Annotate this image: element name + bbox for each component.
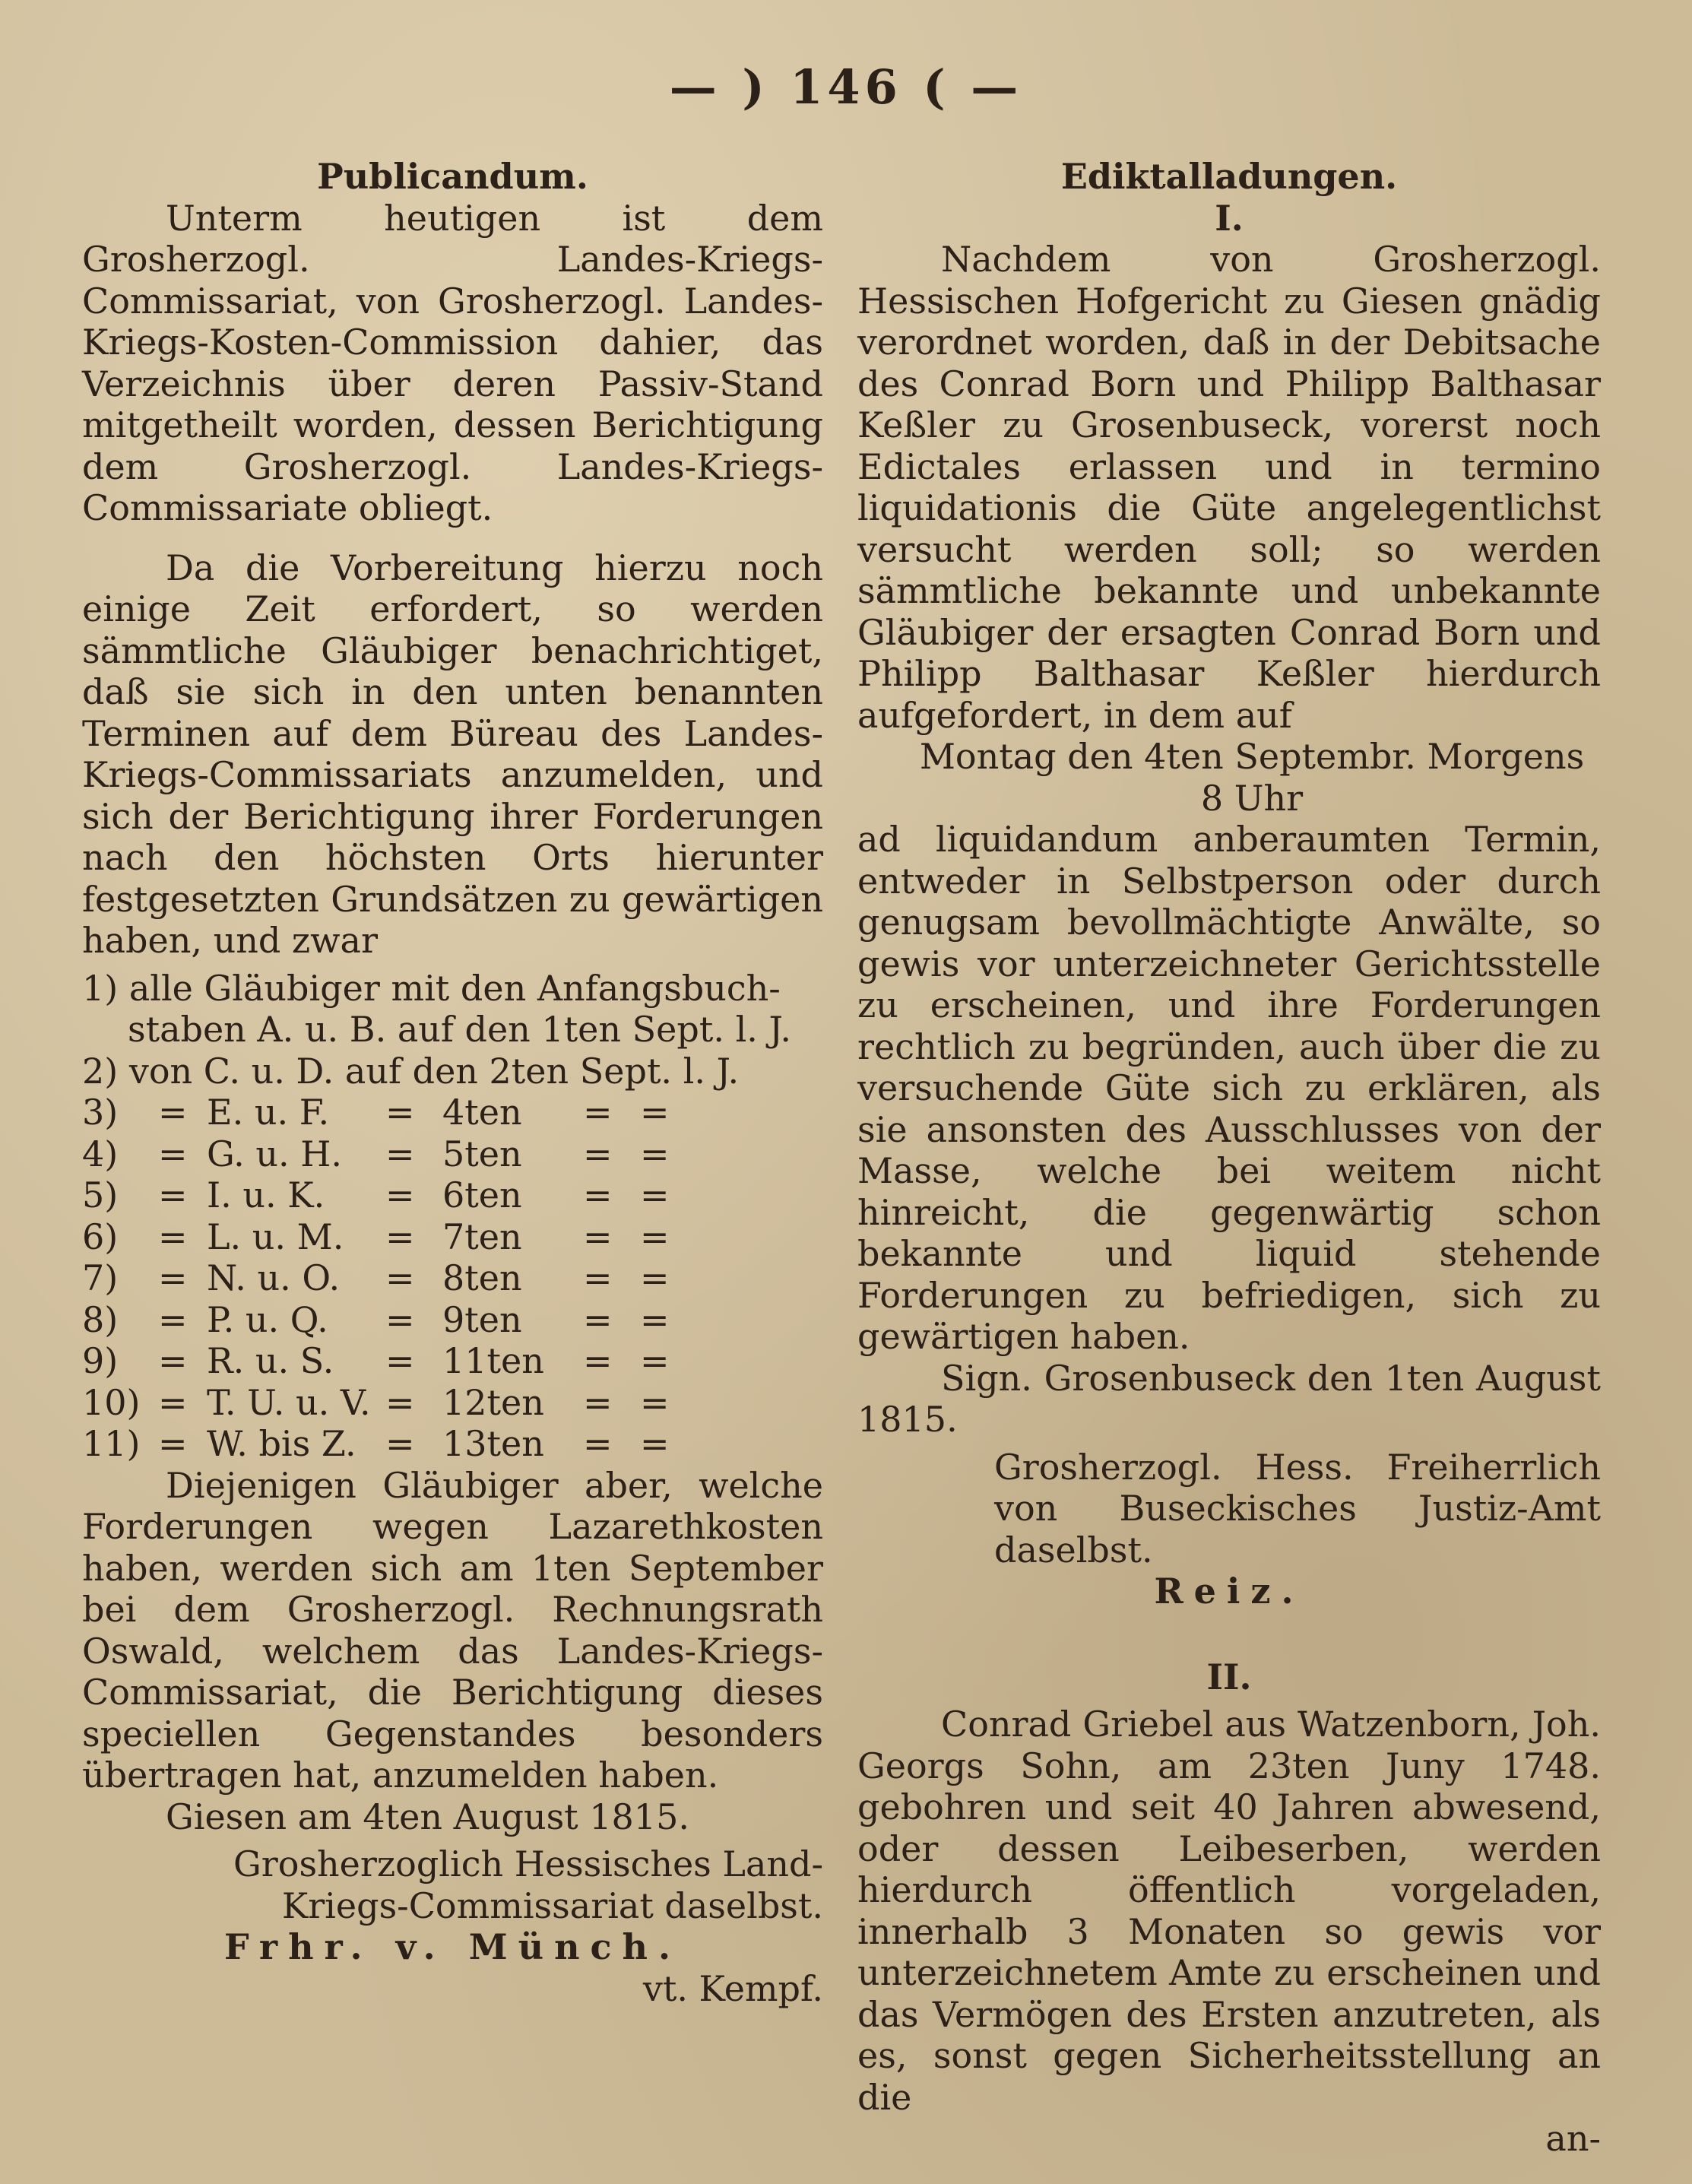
section-1-signature: Reiz. <box>1154 1571 1304 1612</box>
schedule-number: 9) <box>82 1340 119 1381</box>
ditto-mark: = <box>583 1216 613 1257</box>
ditto-mark: = <box>385 1340 415 1381</box>
ditto-mark: = <box>158 1257 188 1298</box>
ditto-mark: = <box>158 1216 188 1257</box>
schedule-row <box>82 1423 823 1465</box>
schedule-date: 8ten <box>442 1257 522 1298</box>
publicandum-paragraph-3: Diejenigen Gläubiger aber, welche Forderungen wegen Lazarethkosten haben, werden sich am 1ten September bei dem Grosherzogl. Rechnungsrath Oswald, welchem das Landes-Kriegs-Commissariat, die Berichtigung dieses speciellen Gegenstandes besonders übertragen hat, anzumelden haben. <box>82 1464 823 1796</box>
ditto-mark: = <box>385 1423 415 1464</box>
schedule-letters: W. bis Z. <box>207 1423 356 1464</box>
schedule-item-1-line-1: 1) alle Gläubiger mit den Anfangsbuch- <box>82 967 781 1009</box>
schedule-letters: L. u. M. <box>207 1216 344 1257</box>
section-1-date: Montag den 4ten Septembr. Morgens 8 Uhr <box>919 736 1585 819</box>
ditto-mark: = <box>385 1298 415 1340</box>
ditto-mark: = <box>583 1174 613 1216</box>
section-1-numeral: I. <box>1215 197 1244 239</box>
ditto-mark: = <box>385 1381 415 1423</box>
schedule-number: 8) <box>82 1298 119 1340</box>
ditto-mark: = <box>385 1174 415 1216</box>
ditto-mark: = <box>583 1340 613 1381</box>
countersignature: vt. Kempf. <box>642 1967 823 2009</box>
schedule-date: 5ten <box>442 1133 522 1174</box>
ditto-mark: = <box>640 1133 670 1174</box>
ditto-mark: = <box>158 1381 188 1423</box>
ditto-mark: = <box>583 1423 613 1464</box>
ditto-mark: = <box>640 1340 670 1381</box>
ditto-mark: = <box>158 1092 188 1133</box>
schedule-date: 11ten <box>442 1340 544 1381</box>
ditto-mark: = <box>583 1381 613 1423</box>
ditto-mark: = <box>640 1381 670 1423</box>
ditto-mark: = <box>640 1298 670 1340</box>
section-1-authority: Grosherzogl. Hess. Freiherrlich von Buseckisches Justiz-Amt daselbst. <box>994 1446 1601 1571</box>
schedule-row <box>82 1216 823 1258</box>
schedule-row <box>82 1257 823 1299</box>
schedule-row <box>82 1174 823 1216</box>
ediktalladungen-heading: Ediktalladungen. <box>1060 156 1398 197</box>
right-column <box>857 156 1601 2160</box>
schedule-letters: R. u. S. <box>207 1340 334 1381</box>
ditto-mark: = <box>385 1257 415 1298</box>
section-2-numeral: II. <box>1206 1656 1252 1697</box>
ditto-mark: = <box>158 1340 188 1381</box>
ditto-mark: = <box>583 1092 613 1133</box>
schedule-letters: T. U. u. V. <box>207 1381 371 1423</box>
section-1-sign: Sign. Grosenbuseck den 1ten August 1815. <box>857 1357 1601 1440</box>
issuing-authority: Grosherzoglich Hessisches Land-Kriegs-Commissariat daselbst. <box>233 1843 823 1926</box>
schedule-date: 6ten <box>442 1174 522 1216</box>
left-column <box>82 156 823 2009</box>
ditto-mark: = <box>583 1133 613 1174</box>
schedule-date: 9ten <box>442 1298 522 1340</box>
schedule-date: 7ten <box>442 1216 522 1257</box>
schedule-number: 4) <box>82 1133 119 1174</box>
schedule-letters: E. u. F. <box>207 1092 330 1133</box>
schedule-number: 3) <box>82 1092 119 1133</box>
schedule-date: 13ten <box>442 1423 544 1464</box>
schedule-item-1-line-2: staben A. u. B. auf den 1ten Sept. l. J. <box>128 1009 792 1050</box>
ditto-mark: = <box>640 1216 670 1257</box>
signature: Frhr. v. Münch. <box>224 1926 681 1967</box>
schedule-row <box>82 1092 823 1133</box>
publicandum-heading: Publicandum. <box>317 156 588 197</box>
schedule-letters: I. u. K. <box>207 1174 325 1216</box>
ditto-mark: = <box>583 1257 613 1298</box>
section-1-paragraph-1: Nachdem von Grosherzogl. Hessischen Hofgericht zu Giesen gnädig verordnet worden, daß in der Debitsache des Conrad Born und Philipp Balthasar Keßler zu Grosenbuseck, vorerst noch Edictales erlassen und in termino liquidationis die Güte angelegentlichst versucht werden soll; so werden sämmtliche bekannte und unbekannte Gläubiger der ersagten Conrad Born und Philipp Balthasar Keßler hierdurch aufgefordert, in dem auf <box>857 239 1601 736</box>
publicandum-paragraph-2: Da die Vorbereitung hierzu noch einige Zeit erfordert, so werden sämmtliche Gläubiger benachrichtiget, daß sie sich in den unten benannten Terminen auf dem Büreau des Landes-Kriegs-Commissariats anzumelden, und sich der Berichtigung ihrer Forderungen nach den höchsten Orts hierunter festgesetzten Grundsätzen zu gewärtigen haben, und zwar <box>82 547 823 961</box>
ditto-mark: = <box>640 1174 670 1216</box>
page-number: — ) 146 ( — <box>669 59 1023 115</box>
ditto-mark: = <box>385 1133 415 1174</box>
schedule-number: 11) <box>82 1423 141 1464</box>
schedule-date: 12ten <box>442 1381 544 1423</box>
schedule-row <box>82 1382 823 1424</box>
schedule-number: 7) <box>82 1257 119 1298</box>
catchword: an- <box>1545 2118 1601 2159</box>
schedule-row <box>82 1133 823 1175</box>
ditto-mark: = <box>158 1133 188 1174</box>
schedule-table <box>82 1092 823 1465</box>
schedule-number: 10) <box>82 1381 141 1423</box>
schedule-letters: N. u. O. <box>207 1257 341 1298</box>
schedule-row <box>82 1299 823 1341</box>
ditto-mark: = <box>158 1298 188 1340</box>
ditto-mark: = <box>385 1092 415 1133</box>
schedule-date: 4ten <box>442 1092 522 1133</box>
schedule-row <box>82 1340 823 1382</box>
ditto-mark: = <box>385 1216 415 1257</box>
section-1-paragraph-2: ad liquidandum anberaumten Termin, entweder in Selbstperson oder durch genugsam bevollmächtigte Anwälte, so gewis vor unterzeichneter Gerichtsstelle zu erscheinen, und ihre Forderungen rechtlich zu begründen, auch über die zu versuchende Güte sich zu erklären, als sie ansonsten des Ausschlusses von der Masse, welche bei weitem nicht hinreicht, die gegenwärtig schon bekannte und liquid stehende Forderungen zu befriedigen, sich zu gewärtigen haben. <box>857 819 1601 1357</box>
place-date: Giesen am 4ten August 1815. <box>166 1796 689 1837</box>
schedule-number: 5) <box>82 1174 119 1216</box>
schedule-number: 6) <box>82 1216 119 1257</box>
publicandum-paragraph-1: Unterm heutigen ist dem Grosherzogl. Landes-Kriegs-Commissariat, von Grosherzogl. Landes-Kriegs-Kosten-Commission dahier, das Verzeichnis über deren Passiv-Stand mitgetheilt worden, dessen Berichtigung dem Grosherzogl. Landes-Kriegs-Commissariate obliegt. <box>82 197 823 528</box>
schedule-item-2: 2) von C. u. D. auf den 2ten Sept. l. J. <box>82 1050 740 1092</box>
ditto-mark: = <box>583 1298 613 1340</box>
ditto-mark: = <box>640 1092 670 1133</box>
ditto-mark: = <box>158 1423 188 1464</box>
schedule-letters: P. u. Q. <box>207 1298 328 1340</box>
section-2-paragraph: Conrad Griebel aus Watzenborn, Joh. Georgs Sohn, am 23ten Juny 1748. gebohren und seit 40 Jahren abwesend, oder dessen Leibeserben, werden hierdurch öffentlich vorgeladen, innerhalb 3 Monaten so gewis vor unterzeichnetem Amte zu erscheinen und das Vermögen des Ersten anzutreten, als es, sonst gegen Sicherheitsstellung an die <box>857 1704 1601 2118</box>
ditto-mark: = <box>158 1174 188 1216</box>
schedule-letters: G. u. H. <box>207 1133 342 1174</box>
ditto-mark: = <box>640 1257 670 1298</box>
ditto-mark: = <box>640 1423 670 1464</box>
